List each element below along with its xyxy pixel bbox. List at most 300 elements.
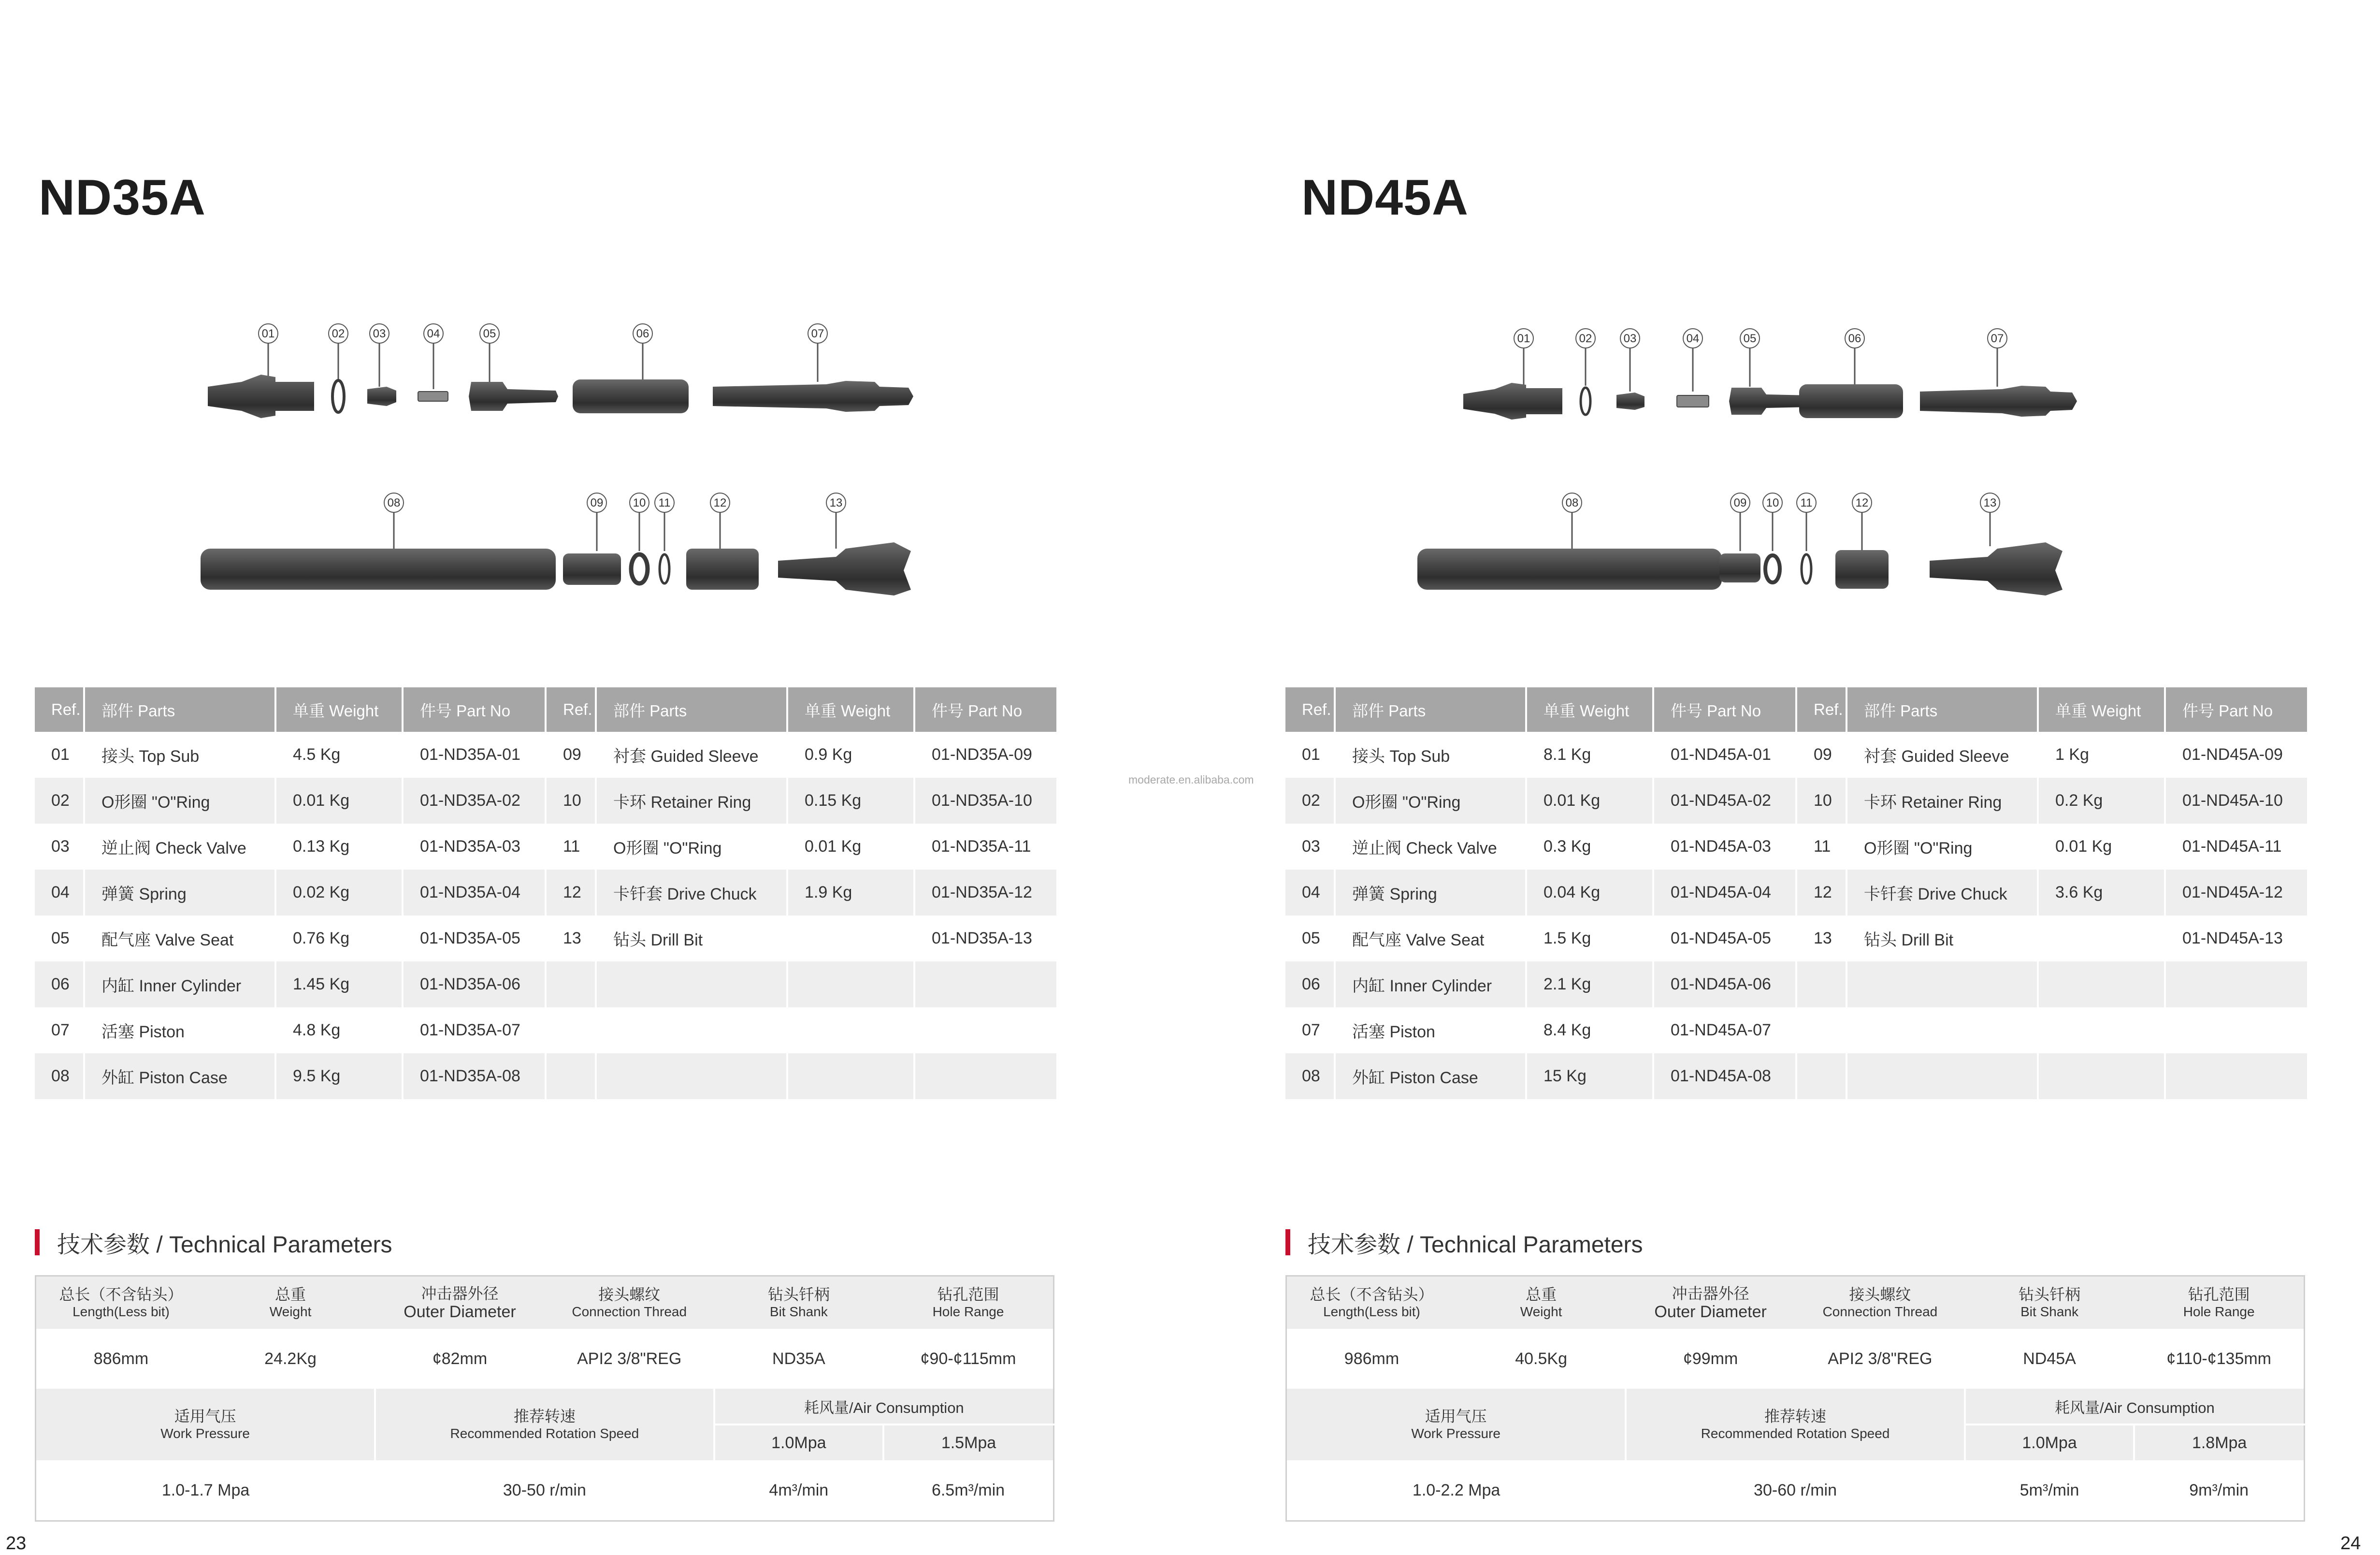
cell: 15 Kg [1527,1053,1654,1099]
cell: 钻头 Drill Bit [597,916,788,961]
table-row [1285,732,2309,778]
callout-04 [1683,329,1702,392]
th-rotation-speed: 推荐转速 Recommended Rotation Speed [1626,1389,1965,1460]
cell: 8.4 Kg [1527,1007,1654,1053]
cell: 01-ND35A-03 [404,824,547,870]
svg-text:13: 13 [829,496,843,509]
cell: 2.1 Kg [1527,961,1654,1007]
tech-value-row [1286,1329,2305,1389]
cell: 13 [1797,916,1847,961]
th-weight: 总重 Weight [269,1286,312,1319]
cell: 01-ND35A-06 [404,961,547,1007]
cell [788,1007,915,1053]
cell: 01 [1285,732,1336,778]
callout-02 [329,324,348,379]
col-ref: Ref. [547,687,597,732]
table-row [35,778,1058,824]
part-inner-cylinder [1799,384,1903,418]
part-piston [1920,386,2077,417]
cell [2039,961,2166,1007]
callout-05 [1740,329,1760,387]
outer-diameter-value: ¢82mm [375,1329,545,1389]
cell: O形圈 "O"Ring [597,824,788,870]
cell: 衬套 Guided Sleeve [597,732,788,778]
svg-text:03: 03 [1623,332,1637,345]
cell [915,1053,1058,1099]
part-drive-chuck [1835,550,1889,589]
cell: 01-ND45A-09 [2166,732,2309,778]
cell: 0.15 Kg [788,778,915,824]
table-row [1285,961,2309,1007]
pressure-option-2: 1.8Mpa [2134,1424,2304,1460]
air-consumption-2: 6.5m³/min [883,1460,1053,1521]
tech-value-row-2 [36,1460,1054,1521]
bit-shank-value: ND45A [1965,1329,2135,1389]
cell: 01-ND35A-13 [915,916,1058,961]
cell: 10 [1797,778,1847,824]
callout-13 [1980,493,2000,546]
air-consumption-2: 9m³/min [2134,1460,2304,1521]
cell: 01-ND45A-13 [2166,916,2309,961]
cell [1797,1007,1847,1053]
section-heading [35,1228,392,1257]
cell: 9.5 Kg [276,1053,404,1099]
callout-06 [633,324,652,382]
col-parts: 部件 Parts [597,687,788,732]
svg-text:07: 07 [1991,332,2004,345]
exploded-parts-diagram [159,309,957,609]
parts-table [35,687,1058,1099]
callout-11 [655,493,674,551]
svg-text:11: 11 [1800,496,1813,509]
cell: 01-ND45A-07 [1654,1007,1797,1053]
part-top-sub [1463,383,1562,420]
table-row [35,1007,1058,1053]
cell: 01-ND35A-07 [404,1007,547,1053]
part-drill-bit [778,542,911,596]
cell: 09 [547,732,597,778]
air-consumption-1: 5m³/min [1965,1460,2135,1521]
callout-04 [424,324,443,389]
pressure-option-1: 1.0Mpa [714,1424,883,1460]
page-number: 24 [2340,1533,2361,1554]
cell: 弹簧 Spring [85,870,276,916]
cell: 01-ND45A-01 [1654,732,1797,778]
col-weight: 单重 Weight [788,687,915,732]
cell: 04 [35,870,85,916]
svg-text:06: 06 [636,327,649,340]
callout-07 [1988,329,2007,387]
cell: 12 [547,870,597,916]
callout-09 [587,493,606,551]
cell: 逆止阀 Check Valve [85,824,276,870]
hole-range-value: ¢90-¢115mm [883,1329,1053,1389]
cell: 01-ND35A-10 [915,778,1058,824]
part-top-sub [208,375,314,418]
part-spring [418,392,448,401]
col-ref: Ref. [1797,687,1847,732]
cell: 12 [1797,870,1847,916]
technical-parameters-table [1285,1275,2305,1522]
table-row [35,824,1058,870]
tech-header-row [36,1276,1054,1329]
cell: 01-ND45A-12 [2166,870,2309,916]
cell: 08 [1285,1053,1336,1099]
weight-value: 24.2Kg [206,1329,375,1389]
th-length: 总长（不含钻头） Length(Less bit) [59,1286,183,1319]
cell: 03 [35,824,85,870]
section-title: 技术参数 / Technical Parameters [1308,1232,1643,1258]
page-number: 23 [6,1533,27,1554]
callout-12 [1852,493,1872,551]
svg-text:02: 02 [1579,332,1592,345]
table-row [1285,1053,2309,1099]
callout-10 [630,493,649,551]
th-weight: 总重 Weight [1520,1286,1562,1319]
col-weight: 单重 Weight [276,687,404,732]
cell: 卡环 Retainer Ring [597,778,788,824]
accent-bar [35,1229,40,1255]
svg-text:04: 04 [427,327,440,340]
cell: 0.13 Kg [276,824,404,870]
pressure-option-1: 1.0Mpa [1965,1424,2135,1460]
cell [1847,961,2039,1007]
callout-11 [1797,493,1816,551]
cell [597,961,788,1007]
callout-01 [1514,329,1533,386]
callout-06 [1845,329,1864,387]
cell: O形圈 "O"Ring [1847,824,2039,870]
cell: 01-ND35A-04 [404,870,547,916]
tech-header-row-2 [36,1389,1054,1424]
table-row [35,732,1058,778]
col-part-no: 件号 Part No [1654,687,1797,732]
cell: 活塞 Piston [85,1007,276,1053]
th-length: 总长（不含钻头） Length(Less bit) [1310,1286,1434,1319]
technical-parameters-table [35,1275,1054,1522]
callout-08 [384,493,404,551]
cell: 外缸 Piston Case [85,1053,276,1099]
part-piston [713,381,913,412]
svg-text:11: 11 [658,496,671,509]
cell [2039,1053,2166,1099]
part-check-valve [367,387,396,406]
cell: 01 [35,732,85,778]
th-work-pressure: 适用气压 Work Pressure [1286,1389,1626,1460]
part-inner-cylinder [573,379,689,413]
part-o-ring-2 [660,554,669,583]
svg-text:08: 08 [387,496,401,509]
cell [1847,1007,2039,1053]
cell [788,1053,915,1099]
th-work-pressure: 适用气压 Work Pressure [36,1389,375,1460]
tech-value-row-2 [1286,1460,2305,1521]
cell: 09 [1797,732,1847,778]
cell: O形圈 "O"Ring [85,778,276,824]
cell: 02 [1285,778,1336,824]
th-connection-thread: 接头螺纹 Connection Thread [572,1286,687,1319]
cell: 配气座 Valve Seat [1336,916,1527,961]
cell: 01-ND45A-11 [2166,824,2309,870]
cell: 1.9 Kg [788,870,915,916]
cell [915,961,1058,1007]
table-row [1285,1007,2309,1053]
svg-text:04: 04 [1686,332,1700,345]
section-heading [1285,1228,1643,1257]
cell: 01-ND35A-08 [404,1053,547,1099]
th-outer-diameter: 冲击器外径 Outer Diameter [404,1285,516,1321]
svg-text:01: 01 [1517,332,1530,345]
cell: 0.02 Kg [276,870,404,916]
cell: 卡环 Retainer Ring [1847,778,2039,824]
cell: 内缸 Inner Cylinder [1336,961,1527,1007]
bit-shank-value: ND35A [714,1329,883,1389]
cell: 13 [547,916,597,961]
svg-text:13: 13 [1983,496,1997,509]
cell: 4.5 Kg [276,732,404,778]
cell: 02 [35,778,85,824]
svg-text:12: 12 [1855,496,1869,509]
cell: 0.01 Kg [788,824,915,870]
cell [2166,961,2309,1007]
part-spring [1677,395,1709,407]
cell: 0.2 Kg [2039,778,2166,824]
cell: 01-ND35A-02 [404,778,547,824]
table-row [35,1053,1058,1099]
cell: 0.01 Kg [276,778,404,824]
svg-text:01: 01 [261,327,275,340]
cell [1847,1053,2039,1099]
part-valve-seat [469,382,558,411]
cell: 0.76 Kg [276,916,404,961]
outer-diameter-value: ¢99mm [1626,1329,1795,1389]
hole-range-value: ¢110-¢135mm [2134,1329,2304,1389]
cell: 接头 Top Sub [1336,732,1527,778]
cell [788,916,915,961]
cell: 11 [547,824,597,870]
th-hole-range: 钻孔范围 Hole Range [932,1286,1004,1319]
svg-text:03: 03 [373,327,386,340]
cell [1797,1053,1847,1099]
cell: 活塞 Piston [1336,1007,1527,1053]
cell: 1.45 Kg [276,961,404,1007]
svg-text:10: 10 [633,496,646,509]
table-row [1285,870,2309,916]
table-row [35,916,1058,961]
col-weight: 单重 Weight [1527,687,1654,732]
cell: 01-ND45A-08 [1654,1053,1797,1099]
exploded-parts-diagram [1417,314,2215,614]
th-air-consumption: 耗风量/Air Consumption [714,1389,1054,1424]
cell: 05 [1285,916,1336,961]
part-o-ring-2 [1802,554,1811,583]
callout-09 [1731,493,1750,551]
svg-text:02: 02 [332,327,345,340]
cell: 01-ND45A-06 [1654,961,1797,1007]
col-part-no: 件号 Part No [404,687,547,732]
cell: 接头 Top Sub [85,732,276,778]
cell [1797,961,1847,1007]
cell: 逆止阀 Check Valve [1336,824,1527,870]
svg-text:12: 12 [713,496,727,509]
svg-text:07: 07 [811,327,824,340]
callout-12 [710,493,730,551]
model-title: ND45A [1301,170,1469,226]
rotation-speed-value: 30-50 r/min [375,1460,714,1521]
cell [597,1007,788,1053]
part-piston-case [1417,549,1722,590]
svg-text:06: 06 [1848,332,1861,345]
col-part-no: 件号 Part No [2166,687,2309,732]
air-consumption-1: 4m³/min [714,1460,883,1521]
svg-text:10: 10 [1766,496,1779,509]
cell: 07 [1285,1007,1336,1053]
callout-01 [259,324,278,379]
col-ref: Ref. [1285,687,1336,732]
cell: 内缸 Inner Cylinder [85,961,276,1007]
th-bit-shank: 钻头钎柄 Bit Shank [767,1286,830,1319]
part-drill-bit [1930,542,2063,596]
col-ref: Ref. [35,687,85,732]
cell [597,1053,788,1099]
cell: 3.6 Kg [2039,870,2166,916]
part-o-ring [332,380,344,412]
cell: 0.01 Kg [1527,778,1654,824]
th-bit-shank: 钻头钎柄 Bit Shank [2019,1286,2081,1319]
cell: 1.5 Kg [1527,916,1654,961]
cell: 01-ND35A-11 [915,824,1058,870]
pressure-option-2: 1.5Mpa [883,1424,1053,1460]
cell: 08 [35,1053,85,1099]
tech-header-row [1286,1276,2305,1329]
cell: 0.9 Kg [788,732,915,778]
cell: 07 [35,1007,85,1053]
cell: 06 [1285,961,1336,1007]
tech-header-row-2 [1286,1389,2305,1424]
section-title: 技术参数 / Technical Parameters [57,1232,392,1258]
thread-value: API2 3/8"REG [1795,1329,1965,1389]
cell [547,961,597,1007]
cell: 卡钎套 Drive Chuck [1847,870,2039,916]
cell [788,961,915,1007]
cell: 01-ND45A-04 [1654,870,1797,916]
cell [547,1053,597,1099]
tech-value-row [36,1329,1054,1389]
table-row [1285,778,2309,824]
callout-10 [1763,493,1782,551]
cell: 01-ND45A-05 [1654,916,1797,961]
cell: 05 [35,916,85,961]
accent-bar [1285,1229,1290,1255]
part-retainer-ring [631,554,648,583]
length-value: 886mm [36,1329,206,1389]
svg-text:05: 05 [1743,332,1757,345]
cell: 10 [547,778,597,824]
cell: 01-ND35A-05 [404,916,547,961]
rotation-speed-value: 30-60 r/min [1626,1460,1965,1521]
th-hole-range: 钻孔范围 Hole Range [2183,1286,2255,1319]
cell: 0.3 Kg [1527,824,1654,870]
cell: 卡钎套 Drive Chuck [597,870,788,916]
parts-table-header [1285,687,2309,732]
col-parts: 部件 Parts [1847,687,2039,732]
watermark: moderate.en.alibaba.com [1128,773,1254,786]
callout-03 [1620,329,1640,392]
cell: 01-ND45A-03 [1654,824,1797,870]
table-row [35,870,1058,916]
svg-text:05: 05 [483,327,496,340]
cell: 01-ND35A-09 [915,732,1058,778]
parts-table-header [35,687,1058,732]
col-parts: 部件 Parts [1336,687,1527,732]
cell [547,1007,597,1053]
work-pressure-value: 1.0-1.7 Mpa [36,1460,375,1521]
cell: 弹簧 Spring [1336,870,1527,916]
work-pressure-value: 1.0-2.2 Mpa [1286,1460,1626,1521]
cell: 0.01 Kg [2039,824,2166,870]
table-row [1285,824,2309,870]
callout-03 [370,324,389,387]
cell: 04 [1285,870,1336,916]
cell: 外缸 Piston Case [1336,1053,1527,1099]
th-rotation-speed: 推荐转速 Recommended Rotation Speed [375,1389,714,1460]
part-o-ring [1581,388,1590,415]
col-weight: 单重 Weight [2039,687,2166,732]
callout-07 [808,324,827,382]
cell: O形圈 "O"Ring [1336,778,1527,824]
cell: 4.8 Kg [276,1007,404,1053]
svg-text:09: 09 [1733,496,1747,509]
model-title: ND35A [39,170,206,226]
callout-02 [1576,329,1595,386]
table-row [35,961,1058,1007]
svg-text:09: 09 [590,496,604,509]
callout-08 [1562,493,1582,551]
cell: 01-ND45A-02 [1654,778,1797,824]
th-connection-thread: 接头螺纹 Connection Thread [1822,1286,1938,1319]
th-air-consumption: 耗风量/Air Consumption [1965,1389,2305,1424]
cell [2166,1053,2309,1099]
cell: 06 [35,961,85,1007]
col-part-no: 件号 Part No [915,687,1058,732]
cell: 钻头 Drill Bit [1847,916,2039,961]
cell: 01-ND35A-12 [915,870,1058,916]
cell [2166,1007,2309,1053]
part-guided-sleeve [563,553,621,585]
cell: 01-ND35A-01 [404,732,547,778]
callout-13 [826,493,846,549]
th-outer-diameter: 冲击器外径 Outer Diameter [1654,1285,1767,1321]
cell: 0.04 Kg [1527,870,1654,916]
part-piston-case [201,549,556,590]
svg-text:08: 08 [1565,496,1579,509]
cell: 8.1 Kg [1527,732,1654,778]
table-row [1285,916,2309,961]
cell [2039,1007,2166,1053]
cell: 配气座 Valve Seat [85,916,276,961]
catalog-page-right [1190,0,2380,1555]
weight-value: 40.5Kg [1457,1329,1626,1389]
cell [2039,916,2166,961]
part-check-valve [1616,392,1644,410]
cell: 1 Kg [2039,732,2166,778]
cell [915,1007,1058,1053]
parts-table [1285,687,2309,1099]
length-value: 986mm [1286,1329,1457,1389]
cell: 01-ND45A-10 [2166,778,2309,824]
part-guided-sleeve [1719,553,1760,582]
part-drive-chuck [686,549,759,590]
